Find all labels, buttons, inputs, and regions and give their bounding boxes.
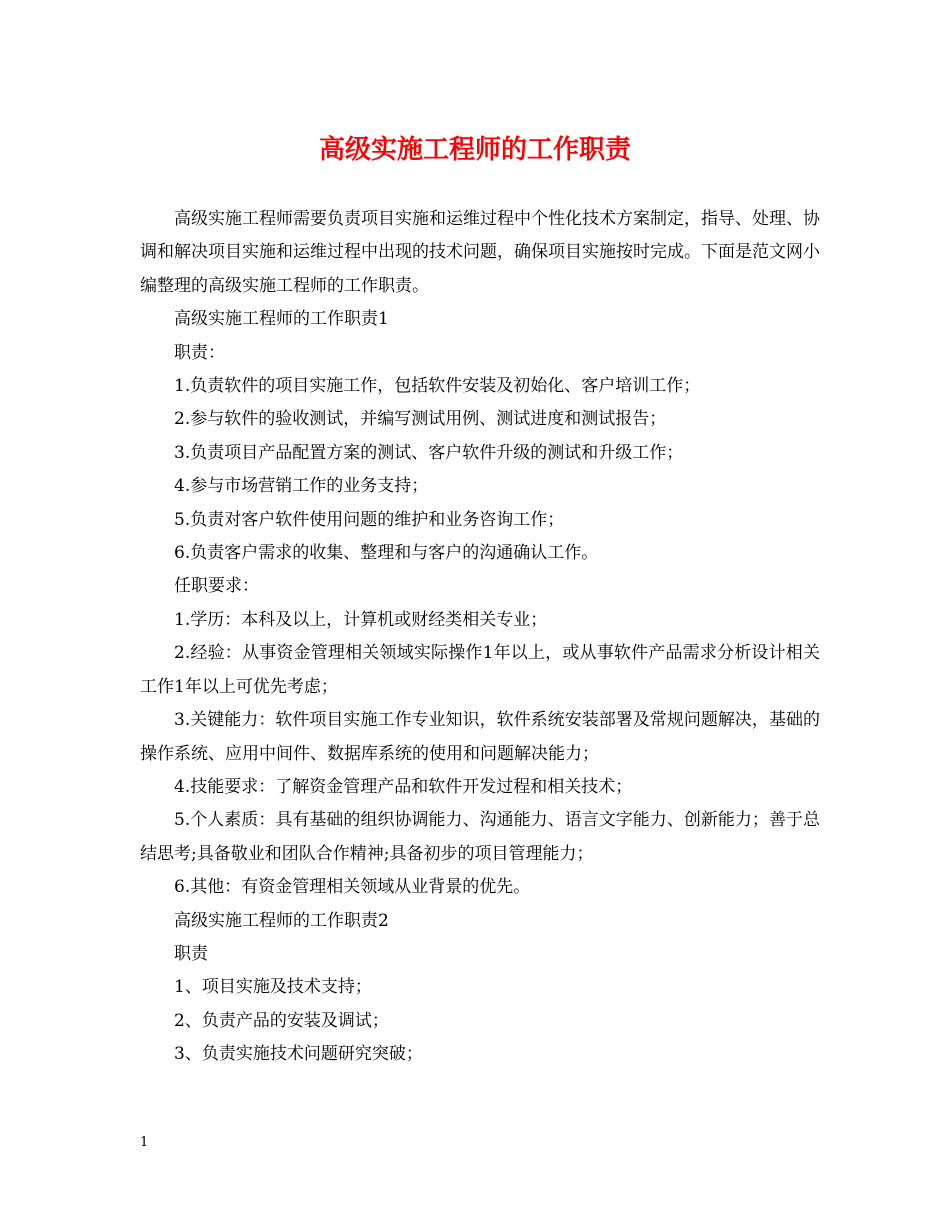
document-title: 高级实施工程师的工作职责 (318, 135, 631, 165)
duty-item: 3.负责项目产品配置方案的测试、客户软件升级的测试和升级工作； (174, 442, 684, 463)
section-heading-2: 高级实施工程师的工作职责2 (174, 910, 389, 931)
duty-item: 1、项目实施及技术支持； (174, 977, 372, 998)
requirement-item: 5.个人素质：具有基础的组织协调能力、沟通能力、语言文字能力、创新能力；善于总结思考;具备敬业和团队合作精神;具备初步的项目管理能力； (140, 810, 820, 864)
duties-label: 职责： (174, 342, 225, 363)
intro-paragraph: 高级实施工程师需要负责项目实施和运维过程中个性化技术方案制定，指导、处理、协调和解决项目实施和运维过程中出现的技术问题，确保项目实施按时完成。下面是范文网小编整理的高级实施工程师的工作职责。 (140, 209, 820, 296)
duty-item: 1.负责软件的项目实施工作，包括软件安装及初始化、客户培训工作； (174, 376, 701, 397)
page-number: 1 (140, 1135, 149, 1150)
requirement-item: 4.技能要求：了解资金管理产品和软件开发过程和相关技术； (174, 776, 633, 797)
requirement-item: 3.关键能力：软件项目实施工作专业知识，软件系统安装部署及常规问题解决，基础的操作系统、应用中间件、数据库系统的使用和问题解决能力； (140, 710, 820, 764)
duty-item: 6.负责客户需求的收集、整理和与客户的沟通确认工作。 (174, 543, 599, 564)
duty-item: 2、负责产品的安装及调试； (174, 1010, 389, 1031)
requirement-item: 1.学历：本科及以上，计算机或财经类相关专业； (174, 609, 548, 630)
section-heading-1: 高级实施工程师的工作职责1 (174, 309, 389, 330)
requirement-item: 2.经验：从事资金管理相关领域实际操作1年以上，或从事软件产品需求分析设计相关工作1年以上可优先考虑； (140, 643, 820, 697)
duty-item: 5.负责对客户软件使用问题的维护和业务咨询工作； (174, 509, 565, 530)
duties-label: 职责 (174, 943, 208, 964)
duty-item: 4.参与市场营销工作的业务支持； (174, 476, 429, 497)
requirement-item: 6.其他：有资金管理相关领域从业背景的优先。 (174, 877, 531, 898)
document-body (140, 203, 820, 1072)
requirements-label: 任职要求： (174, 576, 259, 597)
duty-item: 3、负责实施技术问题研究突破； (174, 1044, 423, 1065)
duty-item: 2.参与软件的验收测试，并编写测试用例、测试进度和测试报告； (174, 409, 667, 430)
